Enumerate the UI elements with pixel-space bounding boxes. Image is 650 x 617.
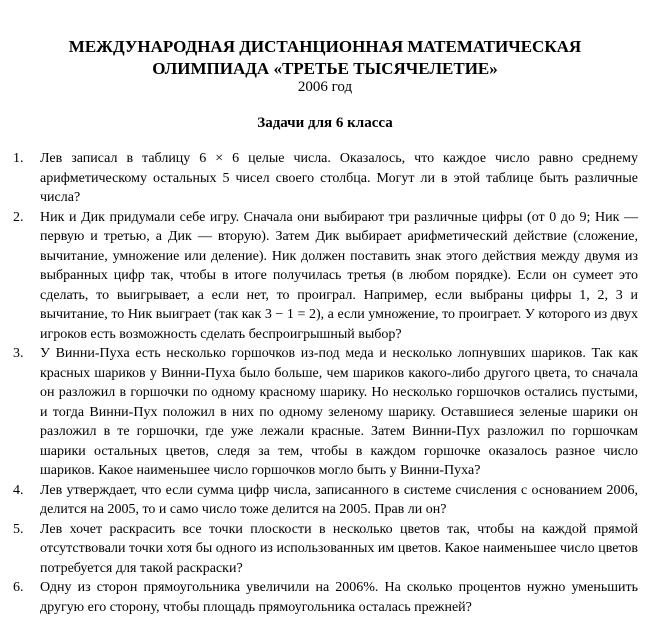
problem-number: 6. [13, 580, 24, 595]
problem-text: Лев хочет раскрасить все точки плоскости в несколько цветов так, чтобы на каждой прямой отсутствовали точки хотя бы одного из использованных им цветов. Какое наименьшее число цветов потребуется для такой раскраски? [40, 521, 638, 576]
problem-number: 3. [13, 346, 24, 361]
problem-text: Одну из сторон прямоугольника увеличили на 2006%. На сколько процентов нужно уменьшить другую его сторону, чтобы площадь прямоугольника осталась прежней? [40, 580, 638, 615]
problem-item [0, 149, 650, 208]
problem-item [0, 208, 650, 345]
problem-number: 1. [13, 151, 24, 166]
problem-number: 4. [13, 482, 24, 498]
problem-text: Лев утверждает, что если сумма цифр числа, записанного в системе счисления с основанием 2006, делится на 2005, то и само число тоже делится на 2005. Прав ли он? [40, 482, 638, 517]
problem-item [0, 344, 650, 481]
title-line-2: ОЛИМПИАДА «ТРЕТЬЕ ТЫСЯЧЕЛЕТИЕ» [152, 59, 498, 78]
year-label: 2006 год [297, 79, 353, 95]
problem-item [0, 578, 650, 617]
document-title [0, 36, 650, 80]
section-subtitle: Задачи для 6 класса [257, 115, 393, 131]
problem-item [0, 481, 650, 520]
problem-number: 2. [13, 209, 24, 225]
problem-text: У Винни-Пуха есть несколько горшочков из-под меда и несколько лопнувших шариков. Так как красных шариков у Винни-Пуха было больше, чем шариков какого-либо другого цвета, то сначала он разложил в горшочки по одному красному шарику. Но несколько горшочков остались пустыми, и тогда Винни-Пух положил в них по одному зеленому шарику. Оставшиеся зеленые шарики он разложил в те горшочки, где уже лежали красные. Затем Винни-Пух разложил по горшочкам шарики остальных цветов, следя за тем, чтобы в каждом горшочке оказалось разное число шариков. Какое наименьшее число горшочков могло быть у Винни-Пуха? [40, 346, 638, 478]
problem-text: Лев записал в таблицу 6 × 6 целые числа. Оказалось, что каждое число равно среднему арифметическому остальных 5 чисел своего столбца. Могут ли в этой таблице быть различные числа? [40, 151, 638, 205]
problem-list [0, 149, 650, 617]
title-line-1: МЕЖДУНАРОДНАЯ ДИСТАНЦИОННАЯ МАТЕМАТИЧЕСКАЯ [68, 37, 582, 56]
problem-item [0, 520, 650, 579]
problem-number: 5. [13, 521, 24, 537]
problem-text: Ник и Дик придумали себе игру. Сначала они выбирают три различные цифры (от 0 до 9; Ник — первую и третью, а Дик — вторую). Затем Дик выбирает арифметический действие (сложение, вычитание, умножение или деление). Ник должен поставить знак этого действия между двумя из выбранных цифр так, чтобы в итоге получилась третья (в любом порядке). Если он сумеет это сделать, то выигрывает, а если нет, то проиграл. Например, если выбраны цифры 1, 2, 3 и вычитание, то Ник выиграет (так как 3 − 1 = 2), а если умножение, то проиграет. У которого из двух игроков есть возможность сделать беспроигрышный выбор? [40, 209, 638, 342]
